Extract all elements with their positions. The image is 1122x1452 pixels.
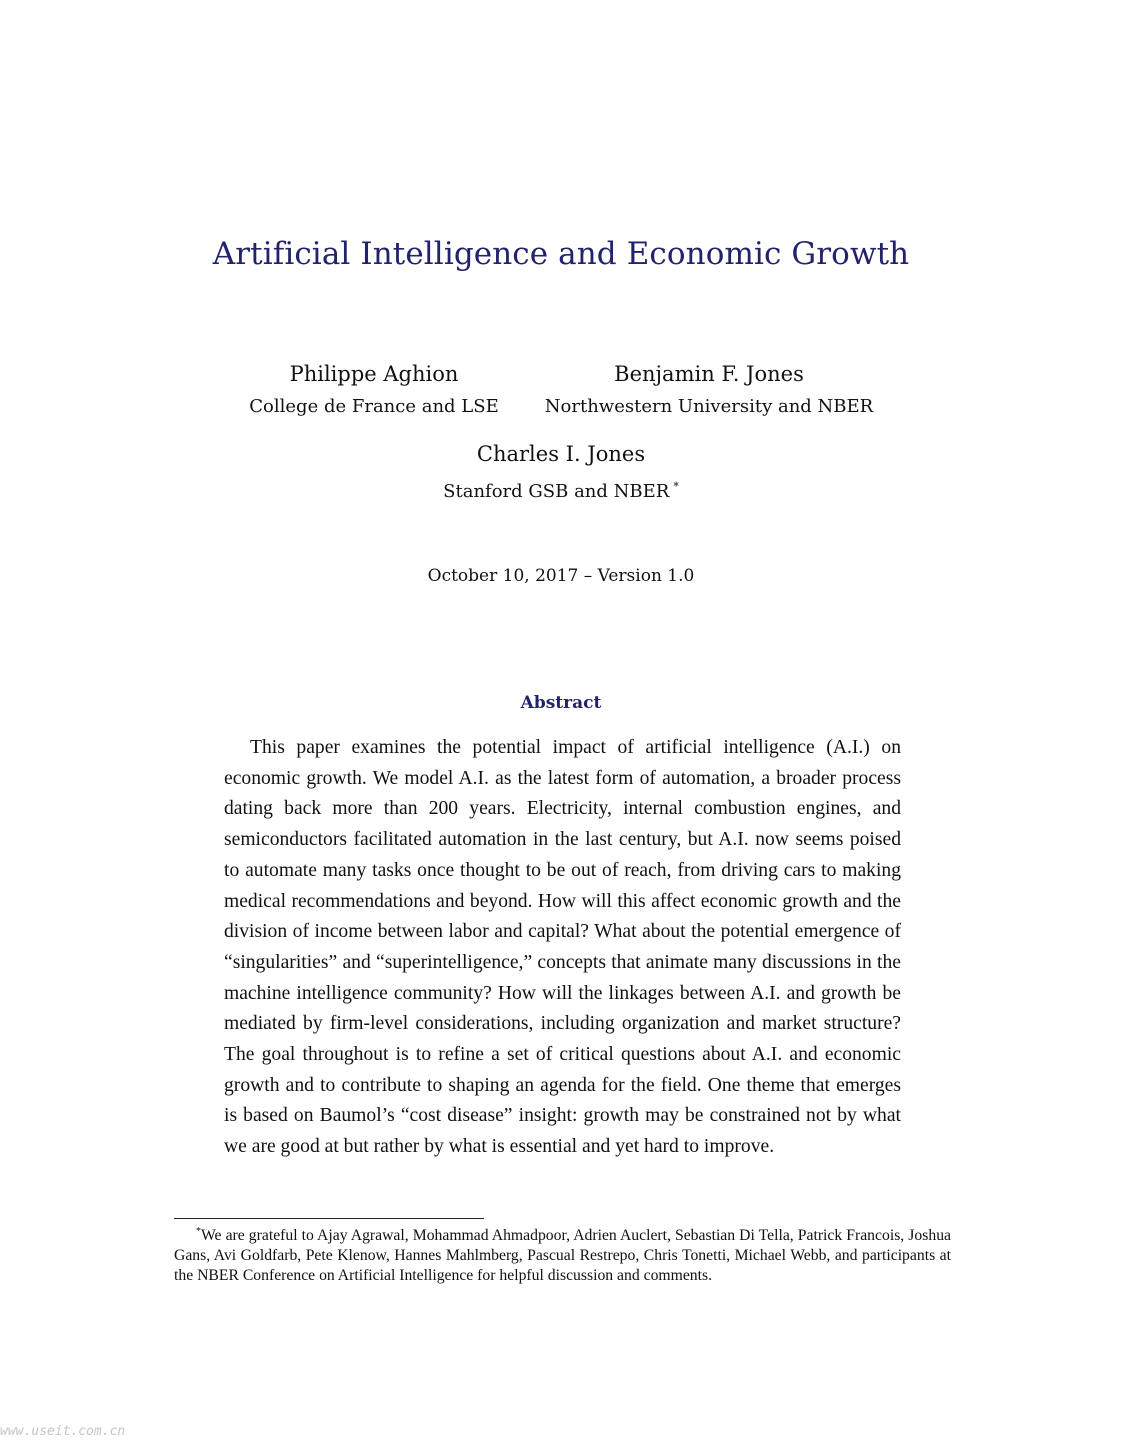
author-affiliation: College de France and LSE: [249, 396, 499, 417]
author-name: Benjamin F. Jones: [614, 362, 804, 386]
footnote-divider: [174, 1218, 484, 1219]
author-block-bjones: [524, 360, 894, 419]
author-block-cjones: [361, 440, 761, 504]
affiliation-text: Stanford GSB and NBER: [443, 481, 670, 502]
author-name: Philippe Aghion: [289, 362, 459, 386]
watermark: www.useit.com.cn: [0, 1424, 126, 1439]
abstract-text: This paper examines the potential impact of artificial intelligence (A.I.) on economic growth. We model A.I. as the latest form of automation, a broader process dating back more than 200 years. Electricity, internal combustion engines, and semiconductors facilitated automation in the last century, but A.I. now seems poised to automate many tasks once thought to be out of reach, from driving cars to making medical recommendations and beyond. How will this affect economic growth and the division of income between labor and capital? What about the potential emergence of “singularities” and “superintelligence,” concepts that animate many discussions in the machine intelligence community? How will the linkages between A.I. and growth be mediated by firm-level considerations, including organization and market structure? The goal throughout is to refine a set of critical questions about A.I. and economic growth and to contribute to shaping an agenda for the field. One theme that emerges is based on Baumol’s “cost disease” insight: growth may be constrained not by what we are good at but rather by what is essential and yet hard to improve.: [224, 737, 901, 1158]
paper-title: Artificial Intelligence and Economic Growth: [212, 236, 910, 272]
author-affiliation: [361, 475, 761, 504]
footnote: [174, 1222, 951, 1286]
abstract-heading: Abstract: [520, 693, 602, 713]
footnote-marker[interactable]: *: [673, 480, 679, 493]
author-affiliation: Northwestern University and NBER: [544, 396, 874, 417]
author-name: Charles I. Jones: [476, 442, 646, 466]
paper-date: October 10, 2017 – Version 1.0: [427, 566, 695, 586]
footnote-mark: *: [196, 1226, 201, 1237]
author-block-aghion: [224, 360, 524, 419]
footnote-text: We are grateful to Ajay Agrawal, Mohammad Ahmadpoor, Adrien Auclert, Sebastian Di Tella, Patrick Francois, Joshua Gans, Avi Goldfarb, Pete Klenow, Hannes Mahlmberg, Pascual Restrepo, Chris Tonetti, Michael Webb, and participants at the NBER Conference on Artificial Intelligence for helpful discussion and comments.: [174, 1227, 951, 1285]
